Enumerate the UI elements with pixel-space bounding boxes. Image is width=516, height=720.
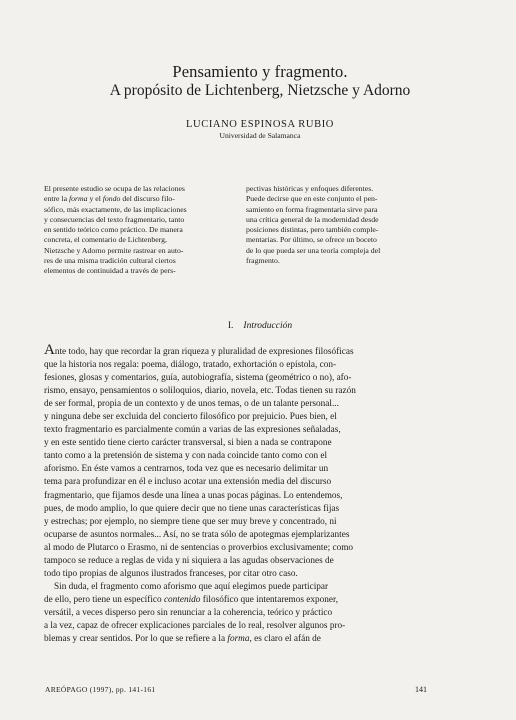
author-affiliation: Universidad de Salamanca [219,131,301,140]
body-line: y en este sentido tiene cierto carácter transversal, si bien a nada se contrapone [44,438,332,449]
abstract-line: elementos de continuidad a través de pers- [44,266,176,276]
body-line: aforismo. En éste vamos a centrarnos, toda vez que es necesario delimitar un [44,464,329,475]
body-line: blemas y crear sentidos. Por lo que se refiere a la forma, es claro el afán de [44,634,321,645]
abstract-line: una crítica general de la modernidad desde [246,214,379,224]
article-subtitle: A propósito de Lichtenberg, Nietzsche y Adorno [109,82,411,99]
abstract-line: en sentido teórico como práctico. De manera [44,225,183,235]
abstract-line: y consecuencias del texto fragmentario, tanto [44,214,185,224]
body-line: Sin duda, el fragmento como aforismo que aquí elegimos puede participar [54,581,329,592]
body-line: a la vez, capaz de ofrecer explicaciones parciales de lo real, resolver algunos pro- [44,620,346,631]
title-block [60,62,460,100]
journal-citation: AREÓPAGO (1997), pp. 141-161 [45,685,156,694]
body-line: Ante todo, hay que recordar la gran riqueza y pluralidad de expresiones filosóficas [44,342,354,358]
section-heading [60,320,460,332]
abstract-line: mentarias. Por último, se ofrece un boceto [246,235,377,245]
body-line: al modo de Plutarco o Erasmo, ni de sentencias o proverbios exclusivamente; como [44,542,354,553]
body-line: tanto como a la pretensión de sistema y con nada coincide tanto como con el [44,451,328,462]
abstract-line: entre la forma y el fondo del discurso filo- [44,194,175,204]
body-line: versátil, a veces disperso pero sin renunciar a la coherencia, teórico y práctico [44,607,333,618]
body-line: tema para profundizar en él e incluso acotar una extensión media del discurso [44,477,332,488]
body-line: de ser formal, propia de un contexto y de unos temas, o de un talante personal... [44,399,339,410]
section-title: Introducción [243,321,293,331]
abstract-line: de lo que pueda ser una teoría compleja del [246,245,381,255]
page-number: 141 [415,685,427,694]
body-line: rismo, ensayo, pensamientos o soliloquios, diario, novela, etc. Todas tienen su razón [44,386,356,397]
abstract-line: res de una misma tradición cultural ciertos [44,256,176,266]
abstract-line: Puede decirse que en este conjunto el pen- [246,194,378,204]
abstract-line: Nietzsche y Adorno permite rastrear en auto- [44,245,184,255]
abstract-line: fragmento. [246,256,280,266]
body-line: ocuparse de asuntos normales... Así, no se trata sólo de apotegmas ejemplarizantes [44,529,350,540]
body-line: todo tipo propias de algunos ilustrados franceses, por citar otro caso. [44,568,298,579]
author-name: LUCIANO ESPINOSA RUBIO [186,119,334,130]
body-text [44,342,444,646]
body-line: de ello, pero tiene un específico contenido filosófico que intentaremos exponer, [44,594,339,605]
body-line: pues, de modo amplio, lo que quiere decir que no tiene unas características fijas [44,503,340,514]
body-line: fragmentario, que fijamos desde una línea a unas pocas páginas. Lo entendemos, [44,490,343,501]
abstract-line: concreta, el comentario de Lichtenberg, [44,235,167,245]
author-block [60,118,460,141]
body-line: que la historia nos regala: poema, diálogo, tratado, exhortación o epístola, con- [44,360,337,371]
body-line: texto fragmentario es parcialmente común a varias de las expresiones señaladas, [44,425,341,436]
abstract-line: pectivas históricas y enfoques diferentes. [246,184,374,193]
abstract-line: El presente estudio se ocupa de las relaciones [44,184,185,193]
body-line: y ninguna debe ser excluida del concierto filosófico por prejuicio. Pues bien, el [44,412,337,423]
abstract-line: sófico, más exactamente, de las implicaciones [44,204,187,214]
section-number: I. [227,321,234,331]
abstract-left-column [44,184,234,277]
drop-cap: A [44,342,55,358]
body-line: tampoco se reduce a reglas de vida y ni siquiera a las agudas observaciones de [44,555,334,566]
body-line: y estrechas; por ejemplo, no siempre tiene que ser muy breve y concentrado, ni [44,516,337,527]
article-title: Pensamiento y fragmento. [172,62,348,81]
abstract-line: samiento en forma fragmentaria sirve para [246,204,378,214]
abstract-right-column [246,184,442,266]
abstract-line: posiciones distintas, pero también comple- [246,225,379,235]
body-line: fesiones, glosas y comentarios, guía, autobiografía, sistema (geométrico o no), afo- [44,373,352,384]
